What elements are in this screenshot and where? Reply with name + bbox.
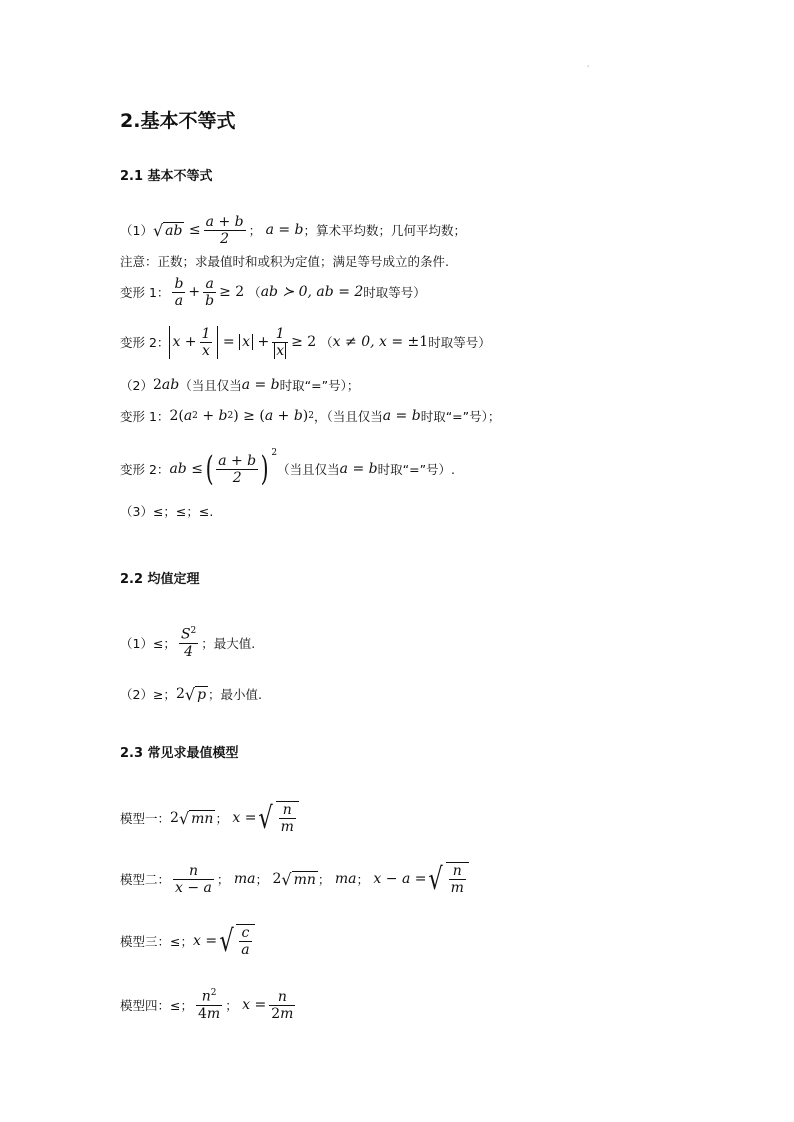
mean-line-2: （2）≥； 2 √ p ；最小值.: [120, 684, 263, 704]
mean-line-1: （1）≤； $\frac{S^2}{4}$ ；最大值.: [120, 626, 256, 660]
variant-line-2: 变形 2： x + $\frac{1}{x}$ = x + $\frac{1}{x}$ ≥ 2 （ x ≠ 0, x = ± 1 时取等号）: [120, 325, 491, 359]
formula-line-3: （3）≤；≤；≤.: [120, 504, 214, 519]
note-line: 注意：正数；求最值时和或积为定值；满足等号成立的条件.: [120, 254, 449, 269]
model-line-4: 模型四：≤； $\frac{n^2}{4m}$ ； x = $\frac{n}{2m}$: [120, 988, 294, 1022]
sqrt-ab: √ ab: [152, 220, 183, 240]
section-heading-2-2: 2.2 均值定理: [120, 572, 200, 587]
model-line-3: 模型三：≤； x = √ $\frac{c}{a}$: [120, 918, 255, 964]
formula-line-2: （2） 2 ab （当且仅当 a = b 时取“=”号）；: [120, 377, 360, 393]
page-title: 2.基本不等式: [120, 110, 236, 132]
formula-line-1: （1） √ ab ≤ $\frac{a + b}{2}$ ； a = b ；算术平均数；几何平均数；: [120, 213, 467, 247]
variant-line-4: 变形 2： ab ≤ ( $\frac{a + b}{2}$ ) $^2$ （当且仅当 a = b 时取“=”号）.: [120, 448, 456, 489]
section-heading-2-1: 2.1 基本不等式: [120, 169, 213, 184]
model-line-1: 模型一： 2 √ mn ； x = √ $\frac{n}{m}$: [120, 796, 299, 840]
variant-line-3: 变形 1： 2( a 2 + b 2 ) ≥ ( a + b ) 2 ，（当且仅当 a = b 时取“=”号）；: [120, 408, 501, 424]
section-heading-2-3: 2.3 常见求最值模型: [120, 746, 239, 761]
variant-line-1: 变形 1： $\frac{b}{a}$ + $\frac{a}{b}$ ≥ 2 （ ab ≻ 0, ab = 2 时取等号）: [120, 275, 426, 309]
model-line-2: 模型二： $\frac{n}{x - a}$ ； ma ； 2 √ mn ； ma ； x − a = √ $\frac{n}{m}$: [120, 856, 469, 902]
header-mark: ': [587, 64, 590, 73]
